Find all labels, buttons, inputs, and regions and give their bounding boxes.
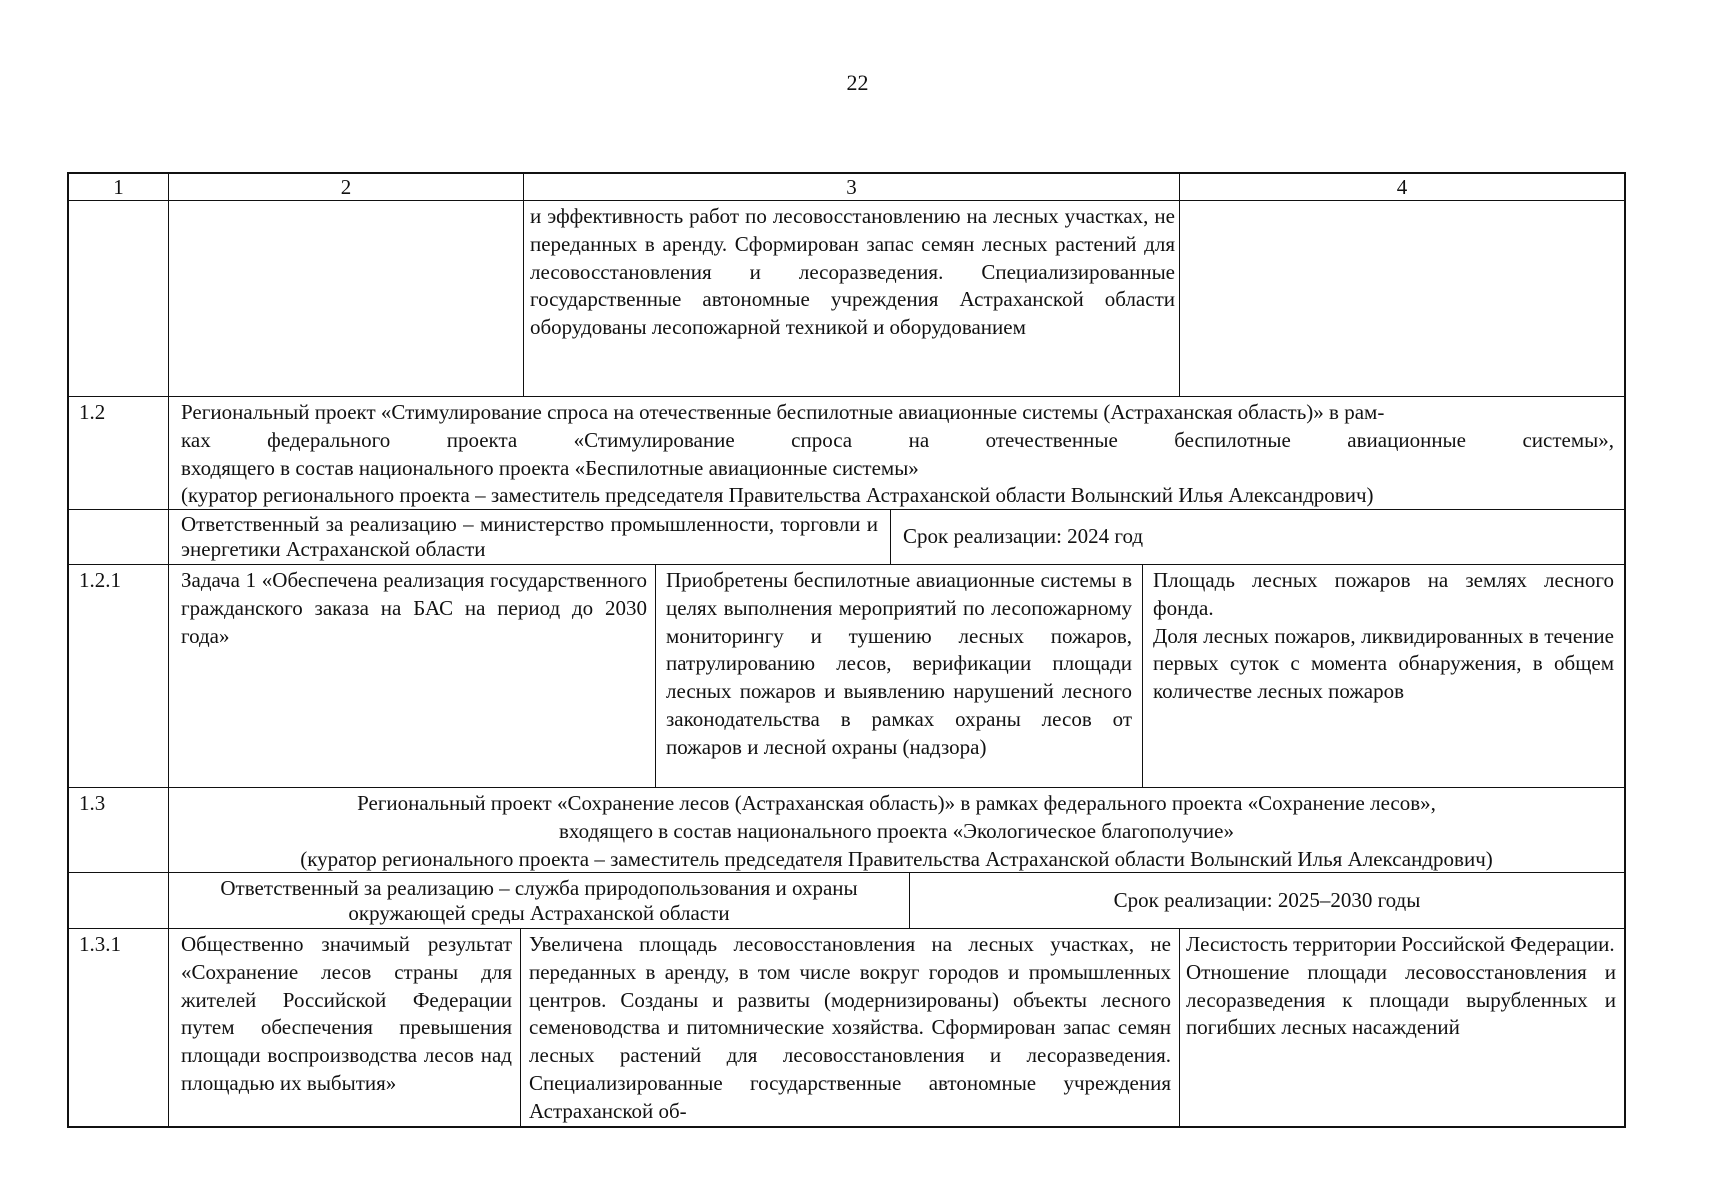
section-1-2-title-line-3: входящего в состав национального проекта «Беспилотные авиационные системы» — [181, 455, 919, 480]
cell-continuation-result: и эффективность работ по лесовосстановлению на лесных участках, не переданных в аренду. Сформирован запас семян лесных растений для лесовосстановления и лесоразведения. Специализированные государственные автономные учреждения Астраханской области оборудованы лесопожарной техникой и оборудованием — [523, 201, 1179, 396]
section-1-3-responsible: Ответственный за реализацию – служба природопользования и охраны окружающей среды Астраханской области — [168, 873, 909, 928]
cell-indicators-empty — [1179, 201, 1624, 396]
header-col-4: 4 — [1179, 174, 1624, 200]
table-row-continuation — [69, 200, 1624, 396]
row-1-3-1-indicators: Лесистость территории Российской Федерации. Отношение площади лесовосстановления и лесоразведения к площади вырубленных и погибших лесных насаждений — [1179, 929, 1624, 1126]
section-1-3-title-line-2: входящего в состав национального проекта «Экологическое благополучие» — [559, 818, 1234, 843]
row-1-3-1-task: Общественно значимый результат «Сохранение лесов страны для жителей Российской Федерации путем обеспечения превышения площади воспроизводства лесов над площадью их выбытия» — [168, 929, 520, 1126]
cell-task-empty — [168, 201, 523, 396]
section-1-2-meta-row — [69, 509, 1624, 564]
row-1-3-1-number: 1.3.1 — [79, 932, 121, 956]
row-1-2-1-indicators: Площадь лесных пожаров на землях лесного фонда. Доля лесных пожаров, ликвидированных в течение первых суток с момента обнаружения, в общем количестве лесных пожаров — [1142, 565, 1624, 787]
row-1-2-1-number: 1.2.1 — [79, 568, 121, 592]
section-1-2-term: Срок реализации: 2024 год — [890, 510, 1624, 564]
table-row-1-3-1 — [69, 928, 1624, 1126]
table-row-1-2-1 — [69, 564, 1624, 787]
activities-table — [67, 172, 1626, 1128]
section-1-3-title-line-3: (куратор регионального проекта – заместитель председателя Правительства Астраханской области Волынский Илья Александрович) — [300, 846, 1493, 871]
section-1-3-term: Срок реализации: 2025–2030 годы — [909, 873, 1624, 928]
row-1-2-1-result: Приобретены беспилотные авиационные системы в целях выполнения мероприятий по лесопожарному мониторингу и тушению лесных пожаров, патрулированию лесов, верификации площади лесных пожаров и выявлению нарушений лесного законодательства в рамках охраны лесов от пожаров и лесной охраны (надзора) — [655, 565, 1142, 787]
section-1-3-number: 1.3 — [79, 791, 106, 815]
section-1-3-meta-empty — [69, 873, 168, 928]
section-1-3-meta-row — [69, 872, 1624, 928]
table-header-row — [69, 174, 1624, 200]
section-1-2-title-line-4: (куратор регионального проекта – заместитель председателя Правительства Астраханской области Волынский Илья Александрович) — [181, 483, 1374, 508]
row-1-3-1-result: Увеличена площадь лесовосстановления на лесных участках, не переданных в аренду, в том числе вокруг городов и промышленных центров. Созданы и развиты (модернизированы) объекты лесного семеноводства и питомнические хозяйства. Сформирован запас семян лесных растений для лесовосстановления и лесоразведения. Специализированные государственные автономные учреждения Астраханской об- — [520, 929, 1179, 1126]
section-1-3-title-line-1: Региональный проект «Сохранение лесов (Астраханская область)» в рамках федерального проекта «Сохранение лесов», — [357, 791, 1436, 815]
header-col-2: 2 — [168, 174, 523, 200]
section-1-2-responsible: Ответственный за реализацию – министерство промышленности, торговли и энергетики Астраханской области — [168, 510, 890, 564]
section-1-3-row — [69, 787, 1624, 872]
section-1-2-title-line-2: ках федерального проекта «Стимулирование спроса на отечественные беспилотные авиационные системы», — [181, 427, 1614, 452]
section-1-2-meta-empty — [69, 510, 168, 564]
section-1-2-number: 1.2 — [79, 400, 106, 424]
row-1-2-1-task: Задача 1 «Обеспечена реализация государственного гражданского заказа на БАС на период до 2030 года» — [168, 565, 655, 787]
header-col-3: 3 — [523, 174, 1179, 200]
section-1-2-title — [168, 397, 1624, 509]
section-1-3-title — [168, 788, 1624, 872]
section-1-2-title-line-1: Региональный проект «Стимулирование спроса на отечественные беспилотные авиационные системы (Астраханская область)» в рам- — [181, 400, 1385, 424]
header-col-1: 1 — [113, 175, 124, 199]
cell-num-empty — [69, 201, 168, 396]
section-1-2-row — [69, 396, 1624, 509]
page-number: 22 — [846, 70, 869, 95]
